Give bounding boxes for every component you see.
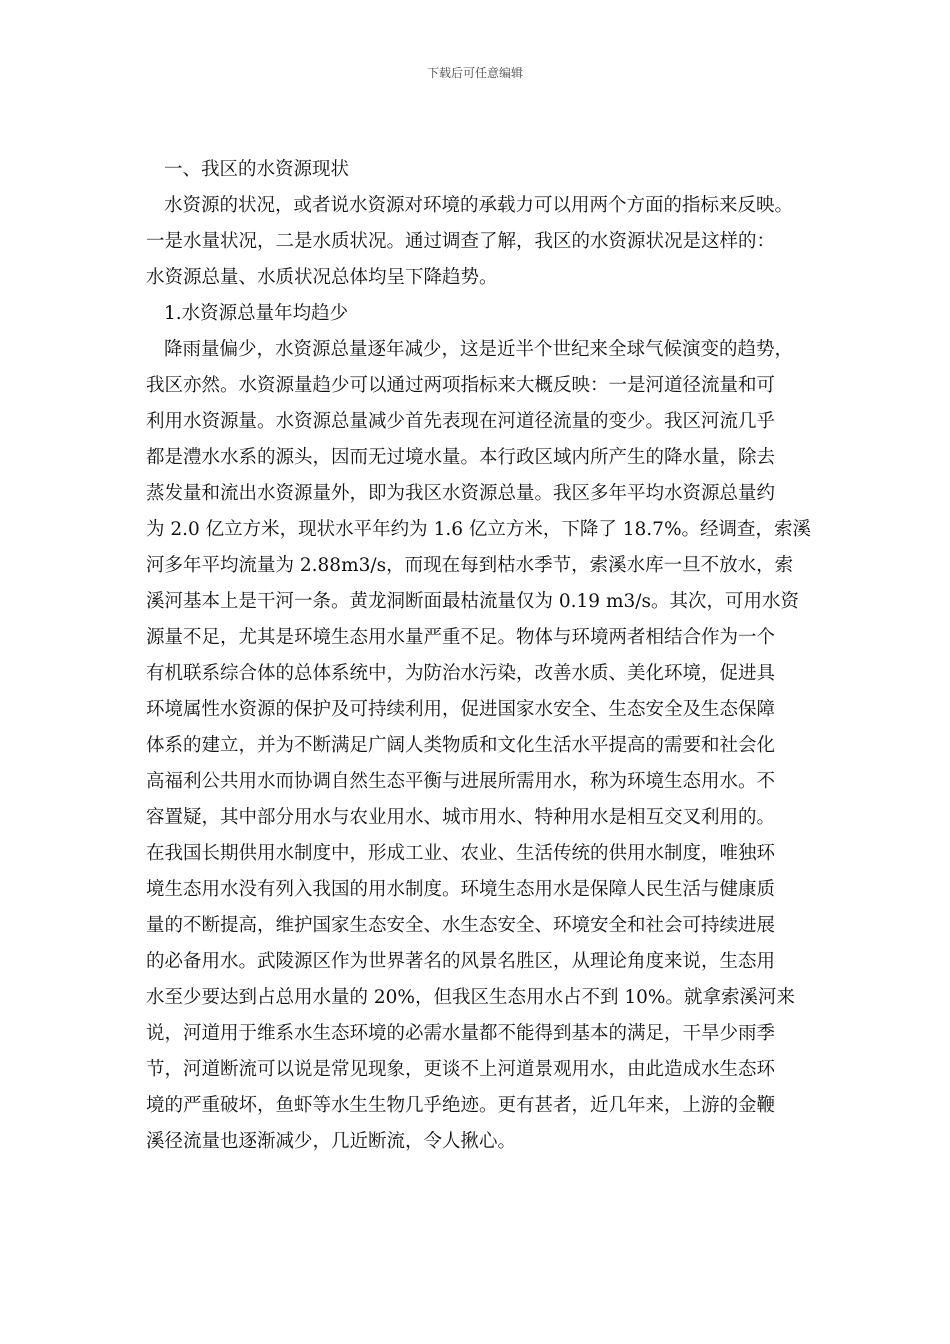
paragraph-line: 利用水资源量。水资源总量减少首先表现在河道径流量的变少。我区河流几乎 [146,411,776,432]
paragraph-line: 为 2.0 亿立方米，现状水平年约为 1.6 亿立方米，下降了 18.7%。经调查，索溪 [146,519,812,540]
paragraph-line: 水资源总量、水质状况总体均呈下降趋势。 [146,267,498,288]
paragraph-line: 节，河道断流可以说是常见现象，更谈不上河道景观用水，由此造成水生态环 [146,1059,776,1080]
paragraph-line: 水资源的状况，或者说水资源对环境的承载力可以用两个方面的指标来反映。 [164,195,794,216]
paragraph-line: 水至少要达到占总用水量的 20%，但我区生态用水占不到 10%。就拿索溪河来 [146,987,796,1008]
section-heading: 一、我区的水资源现状 [164,159,350,180]
page-header: 下载后可任意编辑 [426,66,523,80]
paragraph-line: 量的不断提高，维护国家生态安全、水生态安全、环境安全和社会可持续进展 [146,915,776,936]
paragraph-line: 境生态用水没有列入我国的用水制度。环境生态用水是保障人民生活与健康质 [146,879,776,900]
paragraph-line: 的必备用水。武陵源区作为世界著名的风景名胜区，从理论角度来说，生态用 [146,951,776,972]
subsection-heading: 1.水资源总量年均趋少 [164,303,349,324]
paragraph-line: 体系的建立，并为不断满足广阔人类物质和文化生活水平提高的需要和社会化 [146,735,776,756]
paragraph-line: 都是澧水水系的源头，因而无过境水量。本行政区域内所产生的降水量，除去 [146,447,776,468]
paragraph-line: 溪河基本上是干河一条。黄龙洞断面最枯流量仅为 0.19 m3/s。其次，可用水资 [146,591,799,612]
paragraph-line: 在我国长期供用水制度中，形成工业、农业、生活传统的供用水制度，唯独环 [146,843,776,864]
paragraph-line: 溪径流量也逐渐减少，几近断流，令人揪心。 [146,1131,517,1152]
paragraph-line: 降雨量偏少，水资源总量逐年减少，这是近半个世纪来全球气候演变的趋势， [164,339,794,360]
paragraph-line: 有机联系综合体的总体系统中，为防治水污染，改善水质、美化环境，促进具 [146,663,776,684]
paragraph-line: 一是水量状况，二是水质状况。通过调查了解，我区的水资源状况是这样的： [146,231,776,252]
paragraph-line: 蒸发量和流出水资源量外，即为我区水资源总量。我区多年平均水资源总量约 [146,483,776,504]
paragraph-line: 源量不足，尤其是环境生态用水量严重不足。物体与环境两者相结合作为一个 [146,627,776,648]
paragraph-line: 高福利公共用水而协调自然生态平衡与进展所需用水，称为环境生态用水。不 [146,771,776,792]
paragraph-line: 环境属性水资源的保护及可持续利用，促进国家水安全、生态安全及生态保障 [146,699,776,720]
paragraph-line: 我区亦然。水资源量趋少可以通过两项指标来大概反映：一是河道径流量和可 [146,375,776,396]
paragraph-line: 河多年平均流量为 2.88m3/s，而现在每到枯水季节，索溪水库一旦不放水，索 [146,555,794,576]
paragraph-line: 容置疑，其中部分用水与农业用水、城市用水、特种用水是相互交叉利用的。 [146,807,776,828]
paragraph-line: 境的严重破坏，鱼虾等水生生物几乎绝迹。更有甚者，近几年来，上游的金鞭 [146,1095,776,1116]
paragraph-line: 说，河道用于维系水生态环境的必需水量都不能得到基本的满足，干旱少雨季 [146,1023,776,1044]
